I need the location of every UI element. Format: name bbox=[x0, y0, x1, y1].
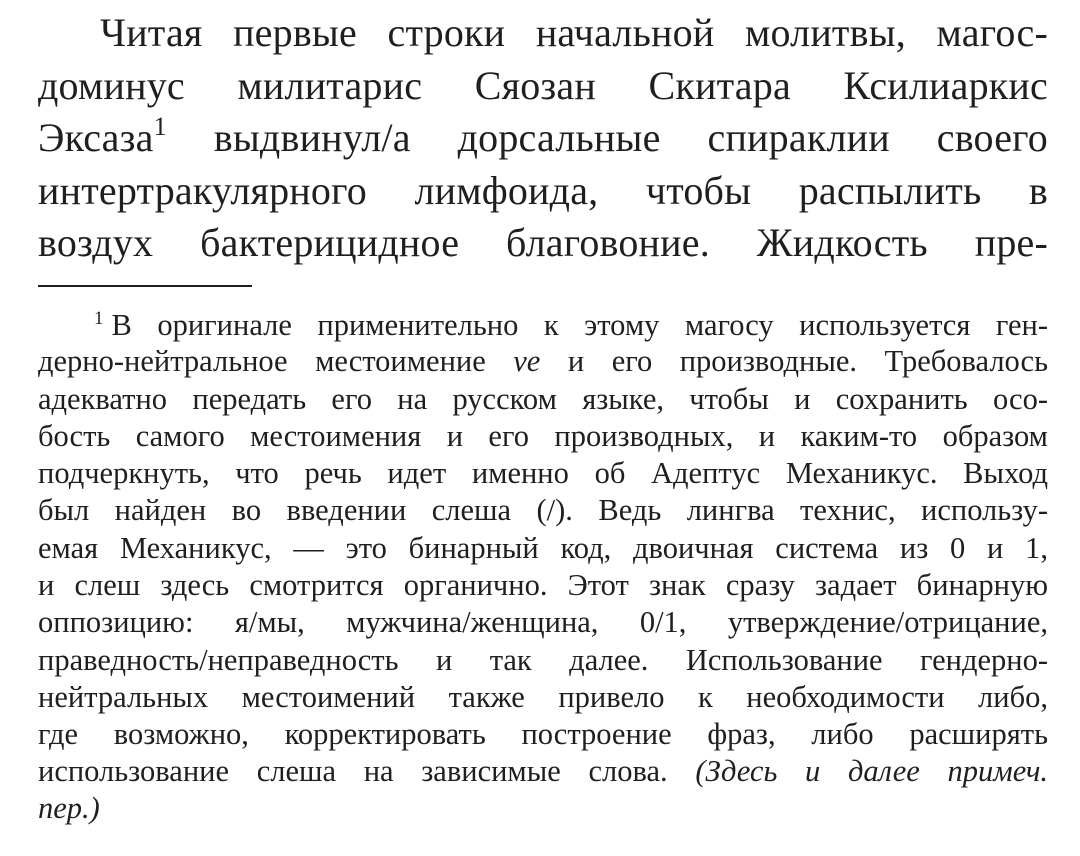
footnote-italic-word: ve bbox=[513, 344, 541, 378]
translator-note: (Здесь и далее примеч. bbox=[695, 754, 1049, 788]
main-text-word: Эксаза bbox=[38, 115, 154, 160]
main-text-line: Читая первые строки начальной молитвы, магос- bbox=[100, 10, 1048, 55]
footnote-line: адекватно передать его на русском языке, чтобы и сохранить осо- bbox=[38, 382, 1048, 416]
footnote-reference: 1 bbox=[153, 111, 167, 141]
footnote-number: 1 bbox=[94, 307, 104, 329]
footnote-text: использование слеша на зависимые слова. bbox=[38, 754, 668, 788]
main-text-line: интертракулярного лимфоида, чтобы распылить в bbox=[38, 168, 1048, 213]
main-text-line: доминус милитарис Сяозан Скитара Ксилиаркис bbox=[38, 63, 1048, 108]
footnote-text: В оригинале применительно к этому магосу используется ген- bbox=[111, 308, 1048, 342]
footnote-line: и слеш здесь смотрится органично. Этот знак сразу задает бинарную bbox=[38, 568, 1048, 602]
translator-note: пер.) bbox=[38, 791, 100, 825]
footnote-separator bbox=[38, 285, 252, 287]
footnote-line bbox=[38, 790, 1048, 826]
footnote-line: бость самого местоимения и его производных, и каким-то образом bbox=[38, 419, 1048, 453]
footnote-line: праведность/неправедность и так далее. Использование гендерно- bbox=[38, 643, 1048, 677]
footnote-line: оппозицию: я/мы, мужчина/женщина, 0/1, утверждение/отрицание, bbox=[38, 605, 1048, 639]
footnote-line bbox=[38, 343, 1048, 379]
footnote-line bbox=[38, 753, 1048, 789]
footnote-line: подчеркнуть, что речь идет именно об Адептус Механикус. Выход bbox=[38, 456, 1048, 490]
footnote-line: нейтральных местоимений также привело к необходимости либо, bbox=[38, 680, 1048, 714]
footnote-line: емая Механикус, — это бинарный код, двоичная система из 0 и 1, bbox=[38, 531, 1048, 565]
footnote-text: и его производные. Требовалось bbox=[567, 344, 1048, 378]
footnote-line: был найден во введении слеша (/). Ведь лингва технис, использу- bbox=[38, 493, 1048, 527]
footnote-text: дерно-нейтральное местоимение bbox=[38, 344, 486, 378]
main-text-line bbox=[38, 111, 1048, 164]
main-text-line: воздух бактерицидное благовоние. Жидкость пре- bbox=[38, 220, 1048, 265]
footnote-line bbox=[94, 307, 1048, 343]
main-text-segment: выдвинул/а дорсальные спираклии своего bbox=[166, 115, 1048, 160]
footnote-line: где возможно, корректировать построение фраз, либо расширять bbox=[38, 717, 1048, 751]
